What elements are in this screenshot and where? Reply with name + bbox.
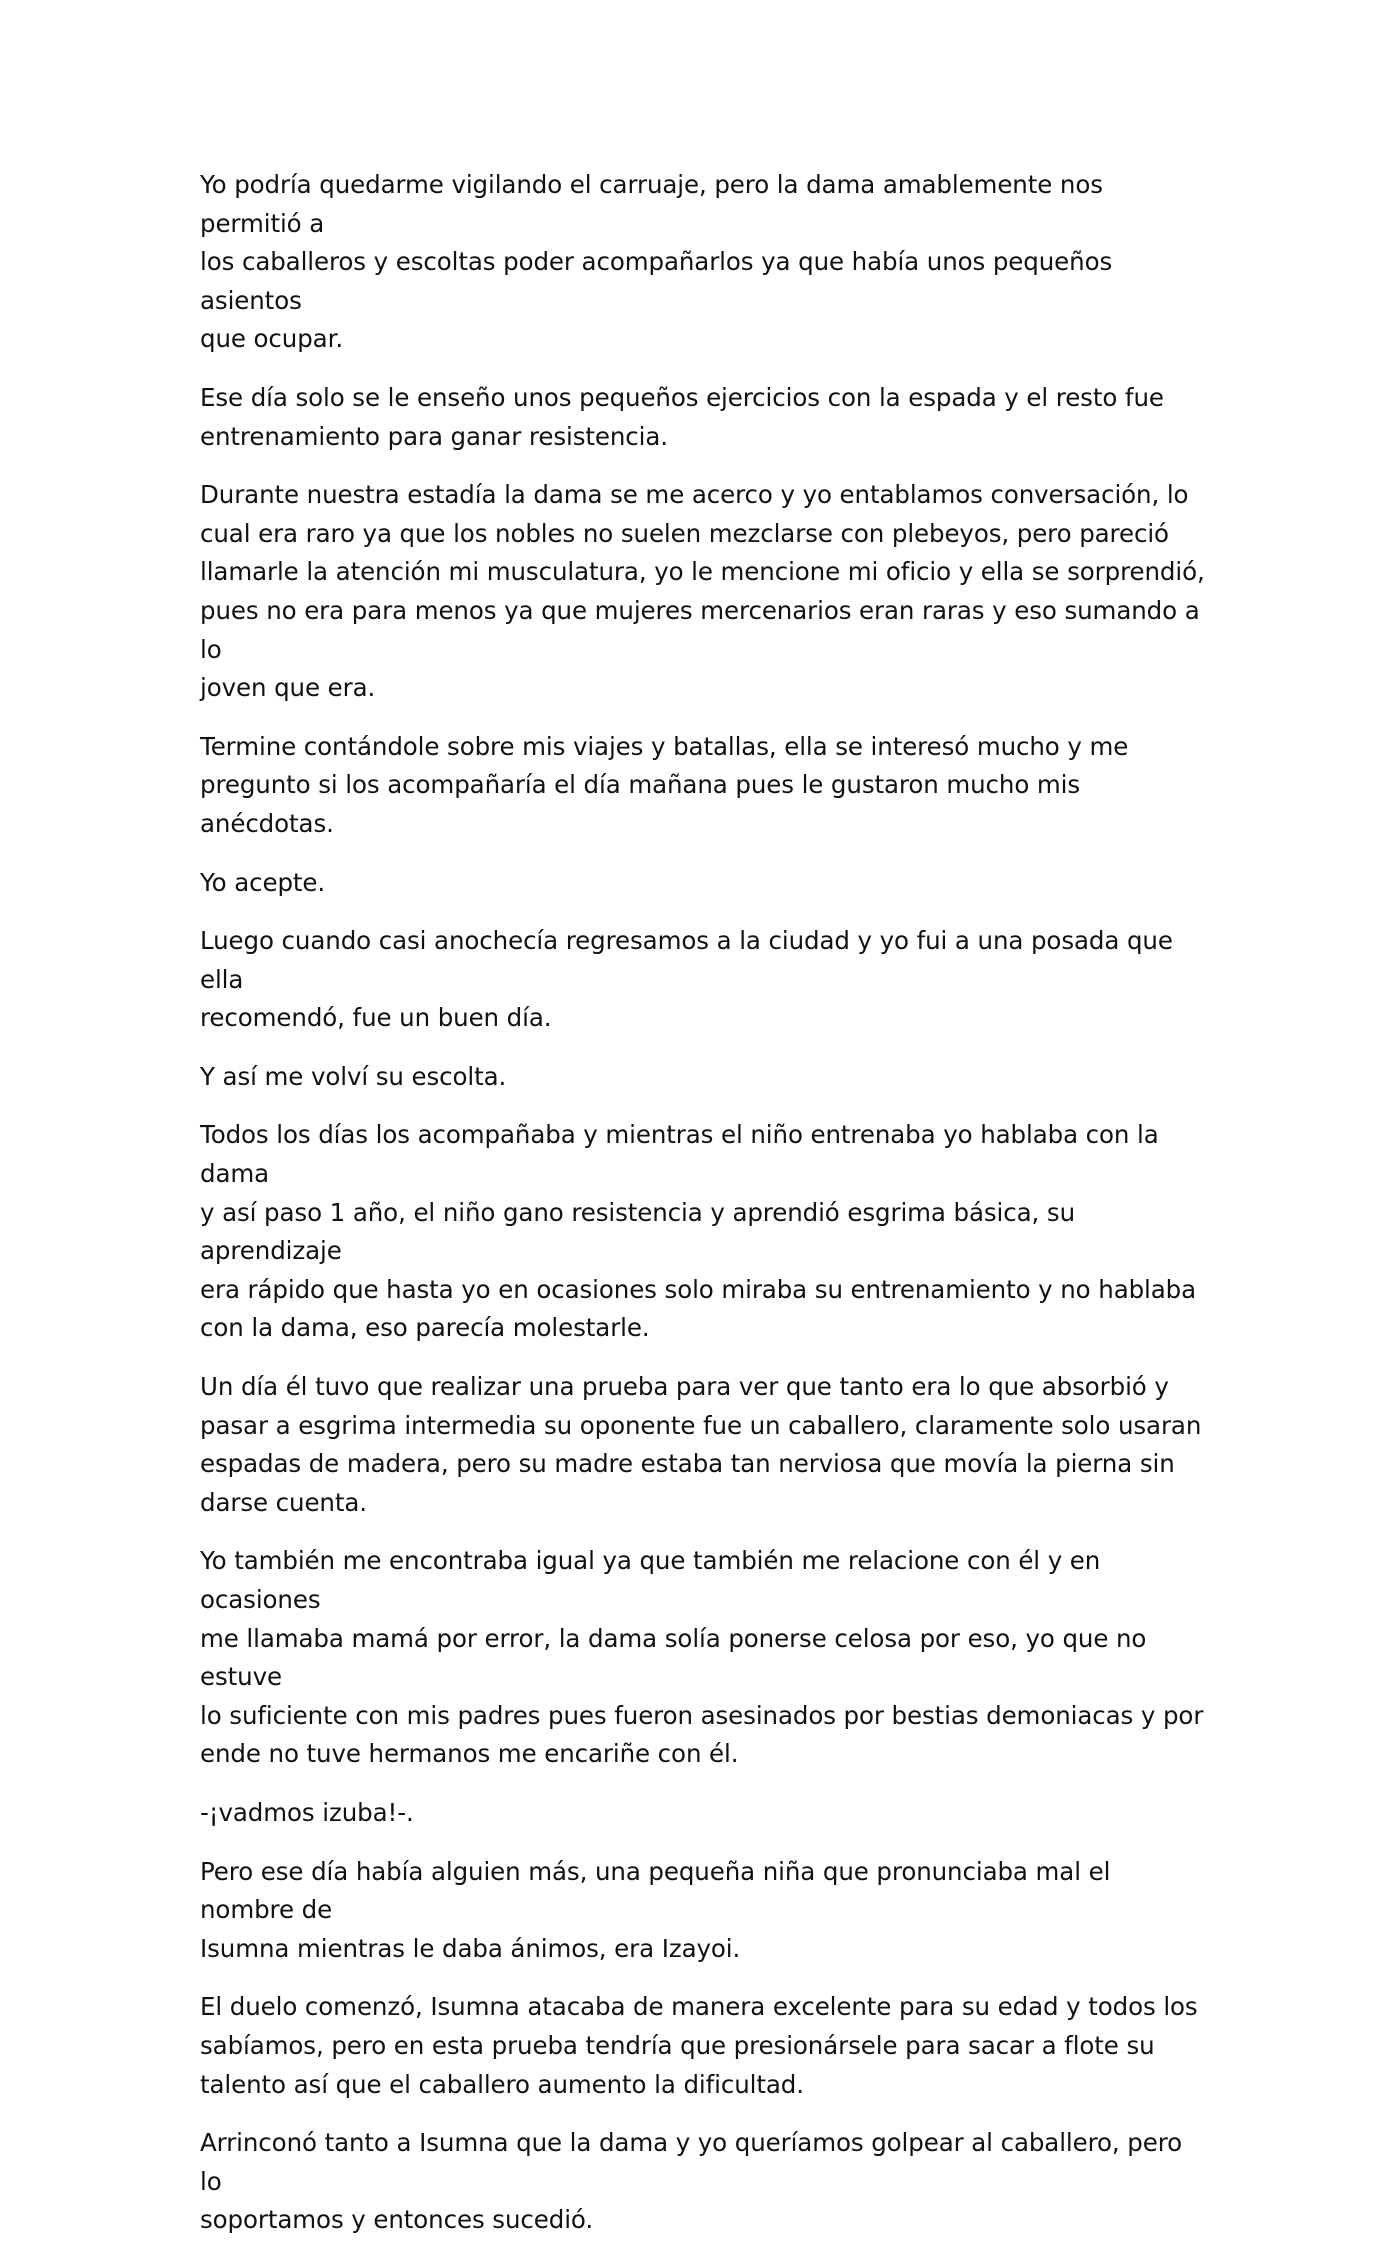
- paragraph: Ese día solo se le enseño unos pequeños ejercicios con la espada y el resto fue entrenamiento para ganar resistencia.: [200, 382, 1164, 451]
- paragraph: Y así me volví su escolta.: [200, 1061, 507, 1091]
- paragraph: Durante nuestra estadía la dama se me acerco y yo entablamos conversación, lo cual era raro ya que los nobles no suelen mezclarse con plebeyos, pero pareció llamarle la atención mi musculatura, yo le mencione mi oficio y ella se sorprendió, pues no era para menos ya que mujeres mercenarios eran raras y eso sumando a lo joven que era.: [200, 480, 1205, 703]
- paragraph: Pero ese día había alguien más, una pequeña niña que pronunciaba mal el nombre de Isumna mientras le daba ánimos, era Izayoi.: [200, 1856, 1111, 1963]
- paragraph: El duelo comenzó, Isumna atacaba de manera excelente para su edad y todos los sabíamos, pero en esta prueba tendría que presionársele para sacar a flote su talento así que el caballero aumento la dificultad.: [200, 1992, 1198, 2099]
- paragraph: -¡vadmos izuba!-.: [200, 1797, 414, 1827]
- paragraph: Arrinconó tanto a Isumna que la dama y yo queríamos golpear al caballero, pero lo soportamos y entonces sucedió.: [200, 2128, 1183, 2235]
- document-body: [200, 166, 1205, 2260]
- paragraph: Yo podría quedarme vigilando el carruaje, pero la dama amablemente nos permitió a los caballeros y escoltas poder acompañarlos ya que había unos pequeños asientos que ocupar.: [200, 170, 1113, 354]
- paragraph: Todos los días los acompañaba y mientras el niño entrenaba yo hablaba con la dama y así paso 1 año, el niño gano resistencia y aprendió esgrima básica, su aprendizaje era rápido que hasta yo en ocasiones solo miraba su entrenamiento y no hablaba con la dama, eso parecía molestarle.: [200, 1120, 1197, 1343]
- paragraph: Luego cuando casi anochecía regresamos a la ciudad y yo fui a una posada que ella recomendó, fue un buen día.: [200, 926, 1173, 1033]
- paragraph: Termine contándole sobre mis viajes y batallas, ella se interesó mucho y me pregunto si los acompañaría el día mañana pues le gustaron mucho mis anécdotas.: [200, 731, 1129, 838]
- paragraph: Yo también me encontraba igual ya que también me relacione con él y en ocasiones me llamaba mamá por error, la dama solía ponerse celosa por eso, yo que no estuve lo suficiente con mis padres pues fueron asesinados por bestias demoniacas y por ende no tuve hermanos me encariñe con él.: [200, 1546, 1204, 1769]
- paragraph: Un día él tuvo que realizar una prueba para ver que tanto era lo que absorbió y pasar a esgrima intermedia su oponente fue un caballero, claramente solo usaran espadas de madera, pero su madre estaba tan nerviosa que movía la pierna sin darse cuenta.: [200, 1372, 1202, 1517]
- paragraph: Yo acepte.: [200, 867, 326, 897]
